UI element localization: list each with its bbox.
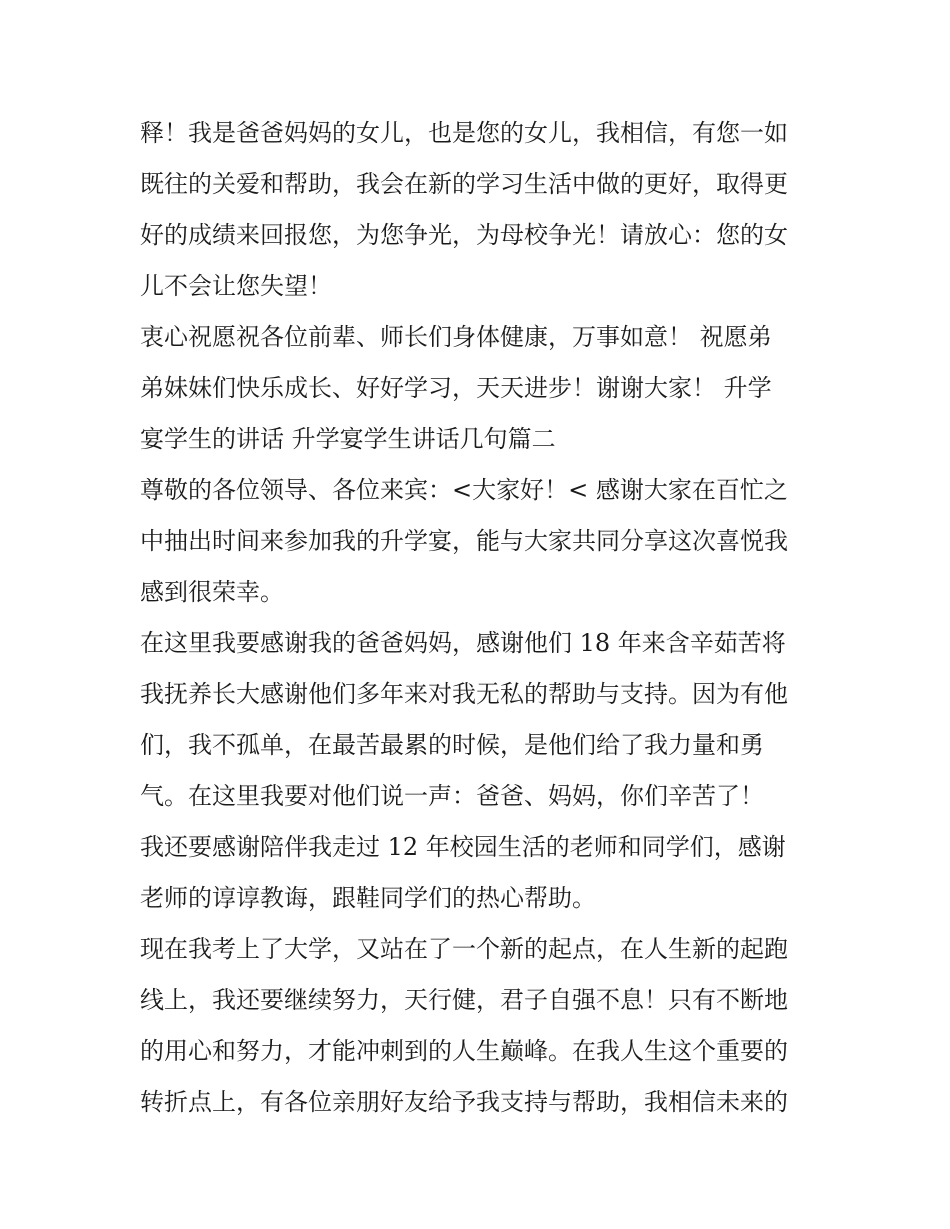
text-line: 的用心和努力，才能冲刺到的人生巅峰。在我人生这个重要的 [140, 1037, 788, 1065]
text-line: 线上，我还要继续努力，天行健，君子自强不息！只有不断地 [140, 986, 788, 1014]
text-line: 衷心祝愿祝各位前辈、师长们身体健康，万事如意！ 祝愿弟 [140, 323, 772, 351]
text-line: 儿不会让您失望！ [140, 272, 332, 300]
text-line: 好的成绩来回报您，为您争光，为母校争光！请放心：您的女 [140, 221, 788, 249]
text-line: 弟妹妹们快乐成长、好好学习，天天进步！谢谢大家！ 升学 [140, 374, 772, 402]
text-line: 释！我是爸爸妈妈的女儿，也是您的女儿，我相信，有您一如 [140, 119, 788, 147]
text-line: 气。在这里我要对他们说一声：爸爸、妈妈，你们辛苦了！ [140, 782, 764, 810]
text-line: 我抚养长大感谢他们多年来对我无私的帮助与支持。因为有他 [140, 680, 788, 708]
text-line: 在这里我要感谢我的爸爸妈妈，感谢他们 18 年来含辛茹苦将 [140, 629, 786, 657]
text-line: 我还要感谢陪伴我走过 12 年校园生活的老师和同学们，感谢 [140, 833, 786, 861]
text-line: 感到很荣幸。 [140, 578, 284, 606]
text-line: 现在我考上了大学，又站在了一个新的起点，在人生新的起跑 [140, 935, 788, 963]
body-text [140, 108, 820, 1128]
section-heading: 宴学生的讲话 升学宴学生讲话几句篇二 [140, 425, 556, 453]
text-line: 转折点上，有各位亲朋好友给予我支持与帮助，我相信未来的 [140, 1088, 788, 1116]
text-line: 中抽出时间来参加我的升学宴，能与大家共同分享这次喜悦我 [140, 527, 788, 555]
text-line: 们，我不孤单，在最苦最累的时候，是他们给了我力量和勇 [140, 731, 764, 759]
text-line: 既往的关爱和帮助，我会在新的学习生活中做的更好，取得更 [140, 170, 788, 198]
text-line: 老师的谆谆教诲，跟鞋同学们的热心帮助。 [140, 884, 596, 912]
text-line: 尊敬的各位领导、各位来宾：<大家好！< 感谢大家在百忙之 [140, 476, 788, 504]
